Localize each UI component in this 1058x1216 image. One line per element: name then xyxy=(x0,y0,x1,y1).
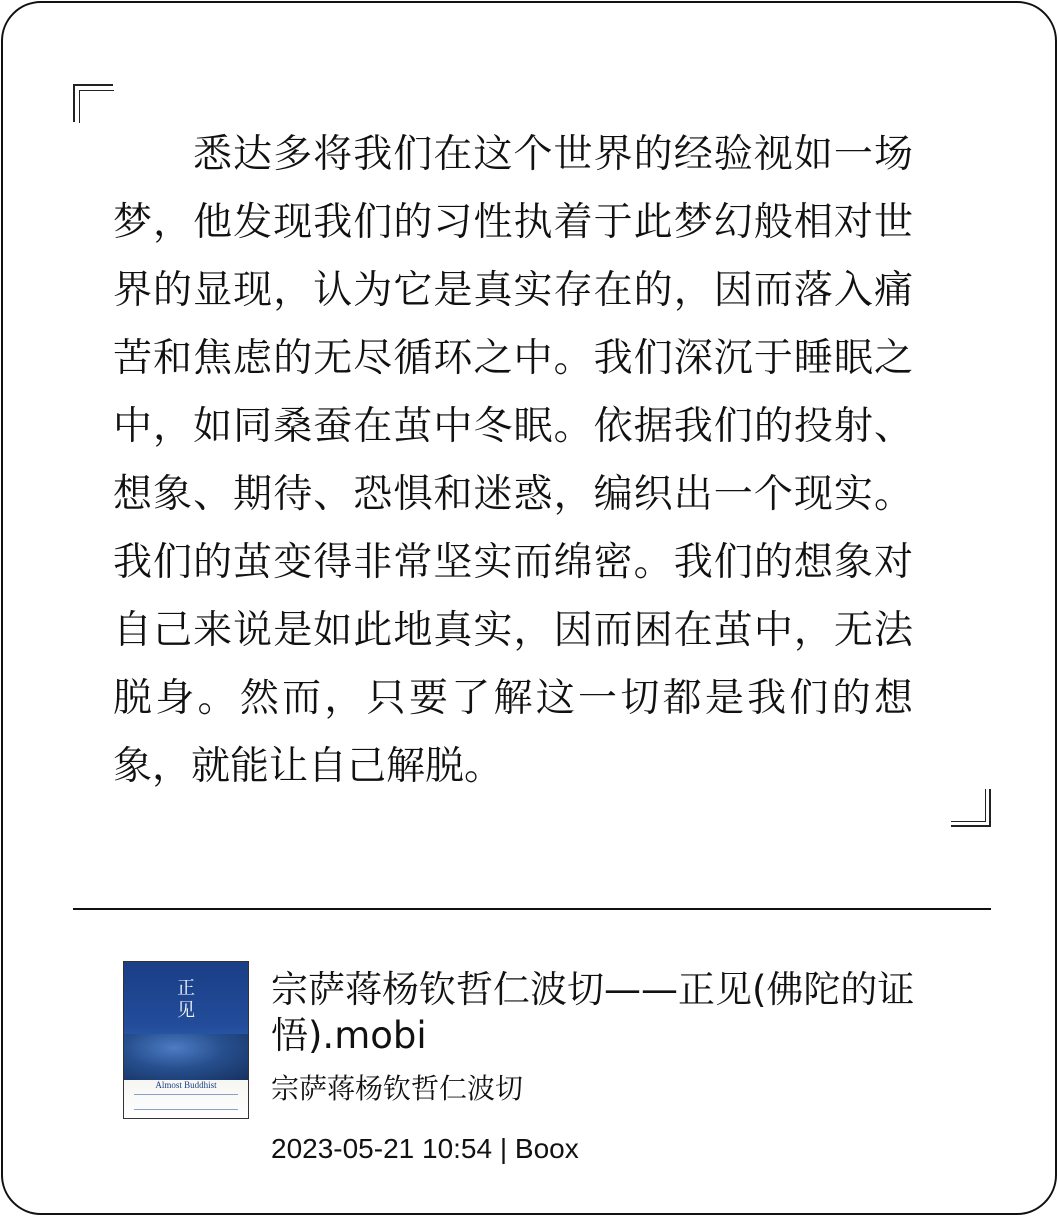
book-author: 宗萨蒋杨钦哲仁波切 xyxy=(271,1072,524,1105)
quote-card xyxy=(1,1,1057,1215)
close-quote-corner-icon xyxy=(951,789,991,827)
cover-text-block xyxy=(134,1094,238,1110)
divider xyxy=(73,908,991,910)
book-meta: 2023-05-21 10:54 | Boox xyxy=(271,1133,579,1164)
book-title: 宗萨蒋杨钦哲仁波切——正见(佛陀的证悟).mobi xyxy=(271,968,915,1057)
cover-subtitle: Almost Buddhist xyxy=(155,1080,217,1090)
cover-wave-image xyxy=(124,1034,249,1080)
cover-title: 正见 xyxy=(177,978,195,1021)
open-quote-corner-icon xyxy=(73,84,113,122)
quote-text: 悉达多将我们在这个世界的经验视如一场梦，他发现我们的习性执着于此梦幻般相对世界的显现，认为它是真实存在的，因而落入痛苦和焦虑的无尽循环之中。我们深沉于睡眠之中，如同桑蚕在茧中冬眠。依据我们的投射、想象、期待、恐惧和迷惑，编织出一个现实。我们的茧变得非常坚实而绵密。我们的想象对自己来说是如此地真实，因而困在茧中，无法脱身。然而，只要了解这一切都是我们的想象，就能让自己解脱。 xyxy=(113,132,913,789)
book-cover xyxy=(123,961,249,1119)
